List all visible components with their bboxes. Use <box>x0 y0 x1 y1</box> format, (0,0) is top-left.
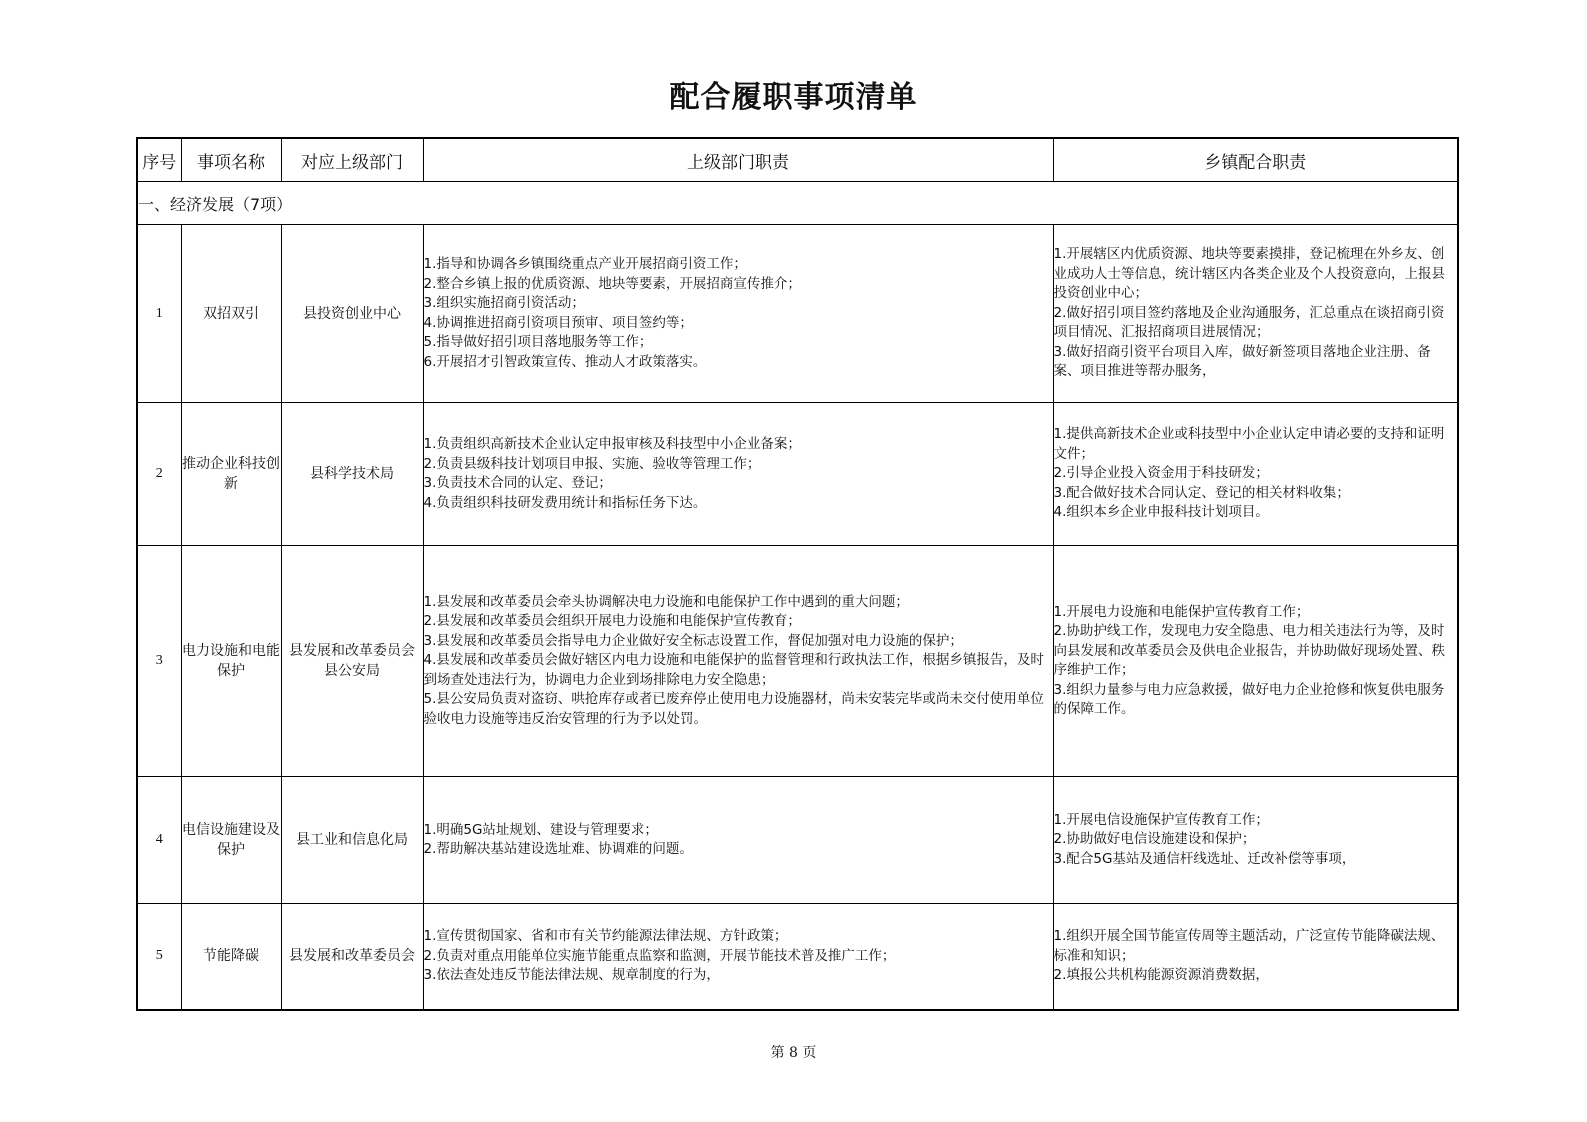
list-item: 3.组织力量参与电力应急救援，做好电力企业抢修和恢复供电服务的保障工作。 <box>1053 681 1445 717</box>
header-upper-duty: 上级部门职责 <box>423 138 1053 182</box>
list-item: 3.做好招商引资平台项目入库，做好新签项目落地企业注册、备案、项目推进等帮办服务， <box>1053 343 1431 380</box>
list-item: 2.负责对重点用能单位实施节能重点监察和监测，开展节能技术普及推广工作； <box>423 947 896 964</box>
row-item-name: 节能降碳 <box>181 904 281 1010</box>
row-town-duty <box>1053 777 1458 904</box>
list-item: 1.负责组织高新技术企业认定申报审核及科技型中小企业备案； <box>423 436 801 452</box>
row-upper-duty <box>423 546 1053 777</box>
header-row <box>137 138 1458 182</box>
row-dept: 县工业和信息化局 <box>281 777 423 904</box>
section-row <box>137 182 1458 225</box>
header-dept: 对应上级部门 <box>281 138 423 182</box>
table-row <box>137 546 1458 777</box>
list-item: 1.明确5G站址规划、建设与管理要求； <box>423 821 658 838</box>
list-item: 3.负责技术合同的认定、登记； <box>423 475 612 491</box>
list-item: 5.县公安局负责对盗窃、哄抢库存或者已废弃停止使用电力设施器材，尚未安装完毕或尚未交付使用单位验收电力设施等违反治安管理的行为予以处罚。 <box>423 691 1044 727</box>
list-item: 6.开展招才引智政策宣传、推动人才政策落实。 <box>423 353 707 370</box>
row-dept-line: 县公安局 <box>324 663 380 679</box>
list-item: 1.开展电力设施和电能保护宣传教育工作； <box>1053 603 1310 620</box>
list-item: 1.指导和协调各乡镇围绕重点产业开展招商引资工作； <box>423 256 747 272</box>
list-item: 4.负责组织科技研发费用统计和指标任务下达。 <box>423 494 707 511</box>
list-item: 2.县发展和改革委员会组织开展电力设施和电能保护宣传教育； <box>423 613 801 630</box>
table-row <box>137 777 1458 904</box>
row-dept: 县发展和改革委员会 <box>281 904 423 1010</box>
table-row <box>137 225 1458 403</box>
row-town-duty <box>1053 904 1458 1010</box>
section-title: 一、经济发展（7项） <box>137 182 1458 225</box>
row-dept: 县科学技术局 <box>281 403 423 546</box>
header-seq: 序号 <box>137 138 181 182</box>
page-title: 配合履职事项清单 <box>669 80 918 115</box>
row-town-duty <box>1053 403 1458 546</box>
list-item: 1.提供高新技术企业或科技型中小企业认定申请必要的支持和证明文件； <box>1053 426 1445 462</box>
row-seq: 4 <box>137 777 181 904</box>
list-item: 3.依法查处违反节能法律法规、规章制度的行为， <box>423 967 720 983</box>
list-item: 4.协调推进招商引资项目预审、项目签约等； <box>423 314 693 331</box>
row-item-name: 电力设施和电能保护 <box>181 546 281 777</box>
list-item: 3.组织实施招商引资活动； <box>423 295 585 311</box>
row-dept: 县投资创业中心 <box>281 225 423 403</box>
list-item: 5.指导做好招引项目落地服务等工作； <box>423 334 653 350</box>
list-item: 2.负责县级科技计划项目申报、实施、验收等管理工作； <box>423 455 761 472</box>
list-item: 2.帮助解决基站建设选址难、协调难的问题。 <box>423 841 693 857</box>
list-item: 1.宣传贯彻国家、省和市有关节约能源法律法规、方针政策； <box>423 928 788 944</box>
row-upper-duty <box>423 904 1053 1010</box>
list-item: 2.做好招引项目签约落地及企业沟通服务，汇总重点在谈招商引资项目情况、汇报招商项目进展情况； <box>1053 304 1445 341</box>
row-dept-line: 县发展和改革委员会 <box>289 643 415 659</box>
list-item: 2.协助做好电信设施建设和保护； <box>1053 831 1256 848</box>
table-row <box>137 403 1458 546</box>
list-item: 3.县发展和改革委员会指导电力企业做好安全标志设置工作，督促加强对电力设施的保护； <box>423 632 963 649</box>
header-town-duty: 乡镇配合职责 <box>1053 138 1458 182</box>
row-town-duty <box>1053 225 1458 403</box>
row-seq: 3 <box>137 546 181 777</box>
list-item: 2.引导企业投入资金用于科技研发； <box>1053 465 1269 482</box>
row-upper-duty <box>423 777 1053 904</box>
row-seq: 1 <box>137 225 181 403</box>
row-town-duty <box>1053 546 1458 777</box>
row-upper-duty <box>423 225 1053 403</box>
row-seq: 5 <box>137 904 181 1010</box>
list-item: 3.配合做好技术合同认定、登记的相关材料收集； <box>1053 484 1350 501</box>
page-number: 第 8 页 <box>770 1045 817 1061</box>
row-item-name: 电信设施建设及保护 <box>181 777 281 904</box>
row-item-name: 双招双引 <box>181 225 281 403</box>
list-item: 1.组织开展全国节能宣传周等主题活动，广泛宣传节能降碳法规、标准和知识； <box>1053 928 1445 964</box>
list-item: 2.协助护线工作，发现电力安全隐患、电力相关违法行为等，及时向县发展和改革委员会及供电企业报告，并协助做好现场处置、秩序维护工作； <box>1053 623 1445 678</box>
row-dept <box>281 546 423 777</box>
row-seq: 2 <box>137 403 181 546</box>
list-item: 2.整合乡镇上报的优质资源、地块等要素，开展招商宣传推介； <box>423 275 801 292</box>
list-item: 1.开展电信设施保护宣传教育工作； <box>1053 811 1269 828</box>
list-item: 4.县发展和改革委员会做好辖区内电力设施和电能保护的监督管理和行政执法工作，根据乡镇报告，及时到场查处违法行为，协调电力企业到场排除电力安全隐患； <box>423 652 1044 688</box>
header-item-name: 事项名称 <box>181 138 281 182</box>
row-upper-duty <box>423 403 1053 546</box>
table-row <box>137 904 1458 1010</box>
list-item: 3.配合5G基站及通信杆线选址、迁改补偿等事项， <box>1053 850 1356 867</box>
list-item: 2.填报公共机构能源资源消费数据， <box>1053 967 1269 983</box>
list-item: 1.县发展和改革委员会牵头协调解决电力设施和电能保护工作中遇到的重大问题； <box>423 593 909 610</box>
duty-table <box>136 137 1459 1011</box>
list-item: 1.开展辖区内优质资源、地块等要素摸排，登记梳理在外乡友、创业成功人士等信息，统计辖区内各类企业及个人投资意向，上报县投资创业中心； <box>1053 246 1445 302</box>
row-item-name: 推动企业科技创新 <box>181 403 281 546</box>
list-item: 4.组织本乡企业申报科技计划项目。 <box>1053 504 1269 521</box>
